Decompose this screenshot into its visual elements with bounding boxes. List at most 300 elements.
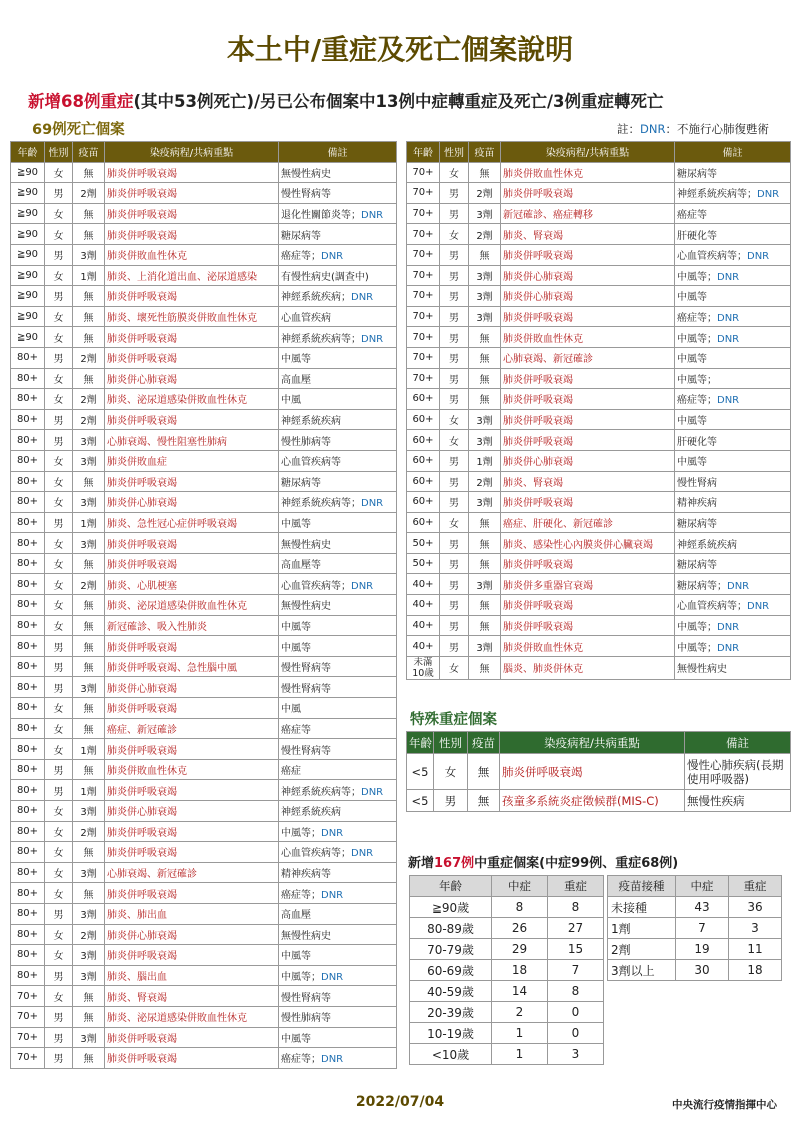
table-row — [11, 347, 397, 368]
age-cell: 80+ — [11, 739, 45, 760]
course-cell: 肺炎併呼吸衰竭 — [105, 183, 279, 204]
column-header: 備註 — [685, 732, 791, 754]
course-cell: 肺炎併呼吸衰竭 — [105, 883, 279, 904]
value-cell: 14 — [492, 981, 548, 1002]
remark-cell: 慢性心肺疾病(長期使用呼吸器) — [685, 754, 791, 790]
course-cell: 癌症、肝硬化、新冠確診 — [501, 512, 675, 533]
course-cell: 肺炎併敗血性休克 — [501, 636, 675, 657]
table-row — [11, 471, 397, 492]
table-row — [407, 656, 791, 679]
course-cell: 肺炎併心肺衰竭 — [105, 924, 279, 945]
remark-cell: 心血管疾病等；DNR — [279, 574, 397, 595]
table-row — [11, 244, 397, 265]
course-cell: 肺炎、肺出血 — [105, 903, 279, 924]
death-section-title: 69例死亡個案 — [32, 122, 125, 138]
table-row — [11, 615, 397, 636]
remark-cell: 中風等； — [675, 368, 791, 389]
course-cell: 肺炎併敗血性休克 — [501, 162, 675, 183]
table-row — [608, 960, 782, 981]
remark-cell: 癌症等 — [279, 718, 397, 739]
age-cell: 80+ — [11, 780, 45, 801]
dnr-tag: DNR — [717, 313, 740, 325]
age-cell: <5 — [407, 790, 434, 812]
sex-cell: 男 — [45, 903, 73, 924]
age-cell: 70+ — [407, 368, 440, 389]
vaccine-cell: 2劑 — [469, 471, 501, 492]
value-cell: 26 — [492, 918, 548, 939]
table-row — [407, 306, 791, 327]
column-header: 性別 — [440, 142, 469, 163]
remark-cell: 中風等 — [279, 636, 397, 657]
remark-cell: 心血管疾病等；DNR — [675, 595, 791, 616]
death-table-right — [406, 141, 791, 680]
course-cell: 肺炎併呼吸衰竭 — [105, 553, 279, 574]
remark-cell: 心血管疾病等；DNR — [279, 842, 397, 863]
remark-cell: 慢性腎病等 — [279, 656, 397, 677]
vaccine-cell: 3劑 — [469, 636, 501, 657]
note-prefix: 註： — [617, 122, 640, 136]
remark-cell: 無慢性病史 — [675, 656, 791, 679]
table-row — [407, 244, 791, 265]
course-cell: 肺炎併心肺衰竭 — [105, 801, 279, 822]
remark-cell: 糖尿病等；DNR — [675, 574, 791, 595]
course-cell: 肺炎併呼吸衰竭 — [105, 347, 279, 368]
organization: 中央流行疫情指揮中心 — [672, 1099, 777, 1111]
course-cell: 肺炎、腎衰竭 — [501, 224, 675, 245]
sex-cell: 男 — [45, 244, 73, 265]
age-cell: 80+ — [11, 347, 45, 368]
sex-cell: 女 — [45, 821, 73, 842]
table-row — [608, 918, 782, 939]
table-row — [11, 286, 397, 307]
table-row — [11, 430, 397, 451]
vaccine-cell: 2劑 — [73, 347, 105, 368]
table-row — [407, 224, 791, 245]
age-cell: 50+ — [407, 553, 440, 574]
age-cell: 70+ — [407, 306, 440, 327]
remark-cell: 無慢性病史 — [279, 595, 397, 616]
remark-cell: 中風等 — [675, 286, 791, 307]
remark-cell: 神經系統疾病等；DNR — [675, 183, 791, 204]
sex-cell: 男 — [440, 265, 469, 286]
sex-cell: 女 — [45, 945, 73, 966]
new-cases-prefix: 新增 — [408, 856, 435, 871]
value-cell: 2 — [492, 1002, 548, 1023]
table-row — [407, 533, 791, 554]
new-cases-count: 167例 — [434, 856, 475, 871]
column-header: 備註 — [675, 142, 791, 163]
vaccine-cell: 3劑 — [73, 1027, 105, 1048]
table-row — [410, 1023, 604, 1044]
dnr-tag: DNR — [321, 827, 344, 839]
dnr-tag: DNR — [321, 251, 344, 263]
vaccine-cell: 無 — [469, 327, 501, 348]
sex-cell: 女 — [45, 224, 73, 245]
remark-cell: 無慢性病史 — [279, 162, 397, 183]
value-cell: 0 — [548, 1023, 604, 1044]
remark-cell: 中風等；DNR — [675, 615, 791, 636]
age-cell: 40+ — [407, 574, 440, 595]
sex-cell: 男 — [45, 286, 73, 307]
value-cell: 18 — [492, 960, 548, 981]
dnr-tag: DNR — [361, 498, 384, 510]
remark-cell: 慢性肺病等 — [279, 1006, 397, 1027]
subtitle-highlight: 新增68例重症 — [28, 92, 134, 111]
sex-cell: 男 — [45, 1027, 73, 1048]
table-row — [407, 430, 791, 451]
vaccine-cell: 3劑 — [73, 965, 105, 986]
sex-cell: 男 — [440, 347, 469, 368]
vaccine-cell: 無 — [73, 883, 105, 904]
report-date: 2022/07/04 — [355, 1094, 445, 1110]
age-cell: ≧90 — [11, 286, 45, 307]
sex-cell: 女 — [45, 924, 73, 945]
vaccine-cell: 2劑 — [73, 924, 105, 945]
age-cell: 70+ — [407, 224, 440, 245]
course-cell: 肺炎、上消化道出血、泌尿道感染 — [105, 265, 279, 286]
vaccine-cell: 無 — [73, 986, 105, 1007]
vaccine-cell: 3劑 — [469, 203, 501, 224]
sex-cell: 男 — [45, 1048, 73, 1069]
sex-cell: 男 — [45, 430, 73, 451]
age-cell: 80+ — [11, 903, 45, 924]
table-row — [11, 883, 397, 904]
table-row — [11, 842, 397, 863]
sex-cell: 男 — [440, 244, 469, 265]
vaccine-cell: 無 — [469, 389, 501, 410]
remark-cell: 癌症等 — [675, 203, 791, 224]
table-row — [11, 162, 397, 183]
dnr-note — [617, 121, 769, 137]
sex-cell: 男 — [45, 636, 73, 657]
course-cell: 肺炎併呼吸衰竭 — [501, 306, 675, 327]
table-row — [407, 389, 791, 410]
remark-cell: 無慢性病史 — [279, 924, 397, 945]
table-row — [410, 939, 604, 960]
table-row — [11, 1048, 397, 1069]
table-row — [11, 306, 397, 327]
age-cell: 70+ — [407, 162, 440, 183]
course-cell: 肺炎併呼吸衰竭 — [105, 698, 279, 719]
table-row — [608, 897, 782, 918]
sex-cell: 女 — [440, 409, 469, 430]
sex-cell: 男 — [440, 636, 469, 657]
page-title: 本土中/重症及死亡個案說明 — [226, 33, 574, 66]
vaccine-cell: 2劑 — [73, 821, 105, 842]
age-cell: 80+ — [11, 574, 45, 595]
remark-cell: 糖尿病等 — [675, 162, 791, 183]
course-cell: 新冠確診、吸入性肺炎 — [105, 615, 279, 636]
remark-cell: 癌症等；DNR — [675, 306, 791, 327]
age-cell: 80+ — [11, 656, 45, 677]
column-header: 疫苗 — [73, 142, 105, 163]
vaccine-cell: 3劑 — [73, 492, 105, 513]
table-row — [11, 389, 397, 410]
course-cell: 肺炎併心肺衰竭 — [105, 368, 279, 389]
label-cell: 70-79歲 — [410, 939, 492, 960]
course-cell: 肺炎併呼吸衰竭 — [105, 224, 279, 245]
remark-cell: 退化性關節炎等；DNR — [279, 203, 397, 224]
age-stats-table — [409, 875, 604, 1065]
table-row — [407, 347, 791, 368]
sex-cell: 女 — [440, 512, 469, 533]
sex-cell: 男 — [440, 389, 469, 410]
course-cell: 肺炎併呼吸衰竭 — [501, 595, 675, 616]
remark-cell: 神經系統疾病 — [279, 409, 397, 430]
remark-cell: 癌症等；DNR — [675, 389, 791, 410]
table-row — [11, 739, 397, 760]
remark-cell: 中風等 — [675, 347, 791, 368]
remark-cell: 中風等；DNR — [675, 636, 791, 657]
table-row — [407, 327, 791, 348]
age-cell: 70+ — [407, 183, 440, 204]
table-row — [11, 903, 397, 924]
age-cell: 70+ — [407, 286, 440, 307]
course-cell: 肺炎併呼吸衰竭、急性腦中風 — [105, 656, 279, 677]
age-cell: 70+ — [407, 203, 440, 224]
course-cell: 肺炎、壞死性筋膜炎併敗血性休克 — [105, 306, 279, 327]
value-cell: 7 — [548, 960, 604, 981]
table-row — [11, 965, 397, 986]
course-cell: 肺炎、心肌梗塞 — [105, 574, 279, 595]
vaccine-cell: 無 — [73, 327, 105, 348]
sex-cell: 男 — [440, 533, 469, 554]
dnr-tag: DNR — [321, 889, 344, 901]
age-cell: 80+ — [11, 450, 45, 471]
dnr-tag: DNR — [361, 786, 384, 798]
vaccine-cell: 2劑 — [73, 183, 105, 204]
sex-cell: 男 — [440, 595, 469, 616]
sex-cell: 女 — [45, 306, 73, 327]
sex-cell: 男 — [45, 677, 73, 698]
sex-cell: 女 — [45, 615, 73, 636]
course-cell: 肺炎併敗血性休克 — [501, 327, 675, 348]
column-header: 性別 — [45, 142, 73, 163]
sex-cell: 男 — [45, 759, 73, 780]
subtitle — [28, 88, 788, 112]
value-cell: 8 — [548, 897, 604, 918]
remark-cell: 精神疾病 — [675, 492, 791, 513]
course-cell: 肺炎併呼吸衰竭 — [105, 1027, 279, 1048]
course-cell: 肺炎併心肺衰竭 — [501, 265, 675, 286]
column-header: 染疫病程/共病重點 — [500, 732, 685, 754]
remark-cell: 神經系統疾病 — [675, 533, 791, 554]
course-cell: 孩童多系統炎症徵候群(MIS-C) — [500, 790, 685, 812]
age-cell: 80+ — [11, 924, 45, 945]
sex-cell: 女 — [440, 430, 469, 451]
remark-cell: 中風等 — [279, 347, 397, 368]
table-row — [11, 409, 397, 430]
table-row — [410, 918, 604, 939]
vaccine-cell: 3劑 — [73, 903, 105, 924]
sex-cell: 男 — [45, 512, 73, 533]
value-cell: 8 — [492, 897, 548, 918]
vaccine-cell: 無 — [73, 1048, 105, 1069]
value-cell: 29 — [492, 939, 548, 960]
vaccine-cell: 3劑 — [73, 244, 105, 265]
column-header: 年齡 — [407, 142, 440, 163]
sex-cell: 女 — [45, 739, 73, 760]
vaccine-cell: 1劑 — [469, 450, 501, 471]
table-row — [11, 368, 397, 389]
course-cell: 肺炎併呼吸衰竭 — [105, 1048, 279, 1069]
remark-cell: 慢性肺病等 — [279, 430, 397, 451]
table-row — [11, 780, 397, 801]
column-header: 疫苗接種 — [608, 876, 676, 897]
age-cell: <5 — [407, 754, 434, 790]
age-cell: 80+ — [11, 512, 45, 533]
sex-cell: 男 — [45, 965, 73, 986]
table-row — [407, 574, 791, 595]
dnr-tag: DNR — [717, 621, 740, 633]
label-cell: 2劑 — [608, 939, 676, 960]
course-cell: 肺炎併多重器官衰竭 — [501, 574, 675, 595]
table-row — [407, 492, 791, 513]
table-row — [407, 636, 791, 657]
column-header: 疫苗 — [468, 732, 500, 754]
vaccine-cell: 無 — [469, 615, 501, 636]
column-header: 疫苗 — [469, 142, 501, 163]
remark-cell: 中風等；DNR — [279, 965, 397, 986]
value-cell: 43 — [676, 897, 729, 918]
dnr-tag: DNR — [321, 1054, 344, 1066]
course-cell: 肺炎、腦出血 — [105, 965, 279, 986]
vaccine-cell: 2劑 — [73, 409, 105, 430]
course-cell: 肺炎併呼吸衰竭 — [501, 430, 675, 451]
sex-cell: 女 — [440, 656, 469, 679]
table-row — [11, 924, 397, 945]
table-row — [407, 265, 791, 286]
remark-cell: 中風等 — [279, 512, 397, 533]
sex-cell: 男 — [440, 327, 469, 348]
vaccine-cell: 1劑 — [73, 780, 105, 801]
value-cell: 1 — [492, 1023, 548, 1044]
table-row — [11, 698, 397, 719]
sex-cell: 男 — [45, 1006, 73, 1027]
table-row — [407, 790, 791, 812]
vaccine-cell: 3劑 — [73, 677, 105, 698]
age-cell: ≧90 — [11, 224, 45, 245]
sex-cell: 女 — [45, 595, 73, 616]
course-cell: 肺炎併呼吸衰竭 — [105, 636, 279, 657]
course-cell: 肺炎併敗血症 — [105, 450, 279, 471]
sex-cell: 男 — [440, 306, 469, 327]
age-cell: 80+ — [11, 430, 45, 451]
remark-cell: 中風等 — [279, 615, 397, 636]
table-row — [11, 801, 397, 822]
sex-cell: 男 — [440, 368, 469, 389]
remark-cell: 心血管疾病等 — [279, 450, 397, 471]
label-cell: 60-69歲 — [410, 960, 492, 981]
remark-cell: 神經系統疾病等；DNR — [279, 492, 397, 513]
remark-cell: 糖尿病等 — [675, 512, 791, 533]
table-row — [11, 533, 397, 554]
vaccine-cell: 無 — [73, 615, 105, 636]
course-cell: 肺炎、泌尿道感染併敗血性休克 — [105, 595, 279, 616]
dnr-tag: DNR — [717, 642, 740, 654]
sex-cell: 女 — [45, 471, 73, 492]
age-cell: 70+ — [407, 265, 440, 286]
sex-cell: 女 — [45, 327, 73, 348]
age-cell: 60+ — [407, 512, 440, 533]
table-row — [407, 409, 791, 430]
course-cell: 肺炎併呼吸衰竭 — [105, 533, 279, 554]
value-cell: 3 — [548, 1044, 604, 1065]
course-cell: 肺炎併呼吸衰竭 — [501, 615, 675, 636]
remark-cell: 精神疾病等 — [279, 862, 397, 883]
column-header: 年齡 — [11, 142, 45, 163]
age-cell: 50+ — [407, 533, 440, 554]
value-cell: 1 — [492, 1044, 548, 1065]
course-cell: 肺炎併呼吸衰竭 — [105, 327, 279, 348]
sex-cell: 女 — [45, 574, 73, 595]
course-cell: 肺炎併呼吸衰竭 — [105, 471, 279, 492]
vaccine-cell: 3劑 — [469, 409, 501, 430]
remark-cell: 中風等；DNR — [675, 265, 791, 286]
sex-cell: 女 — [45, 986, 73, 1007]
age-cell: 60+ — [407, 409, 440, 430]
sex-cell: 男 — [434, 790, 468, 812]
sex-cell: 男 — [440, 553, 469, 574]
value-cell: 19 — [676, 939, 729, 960]
value-cell: 7 — [676, 918, 729, 939]
age-cell: 70+ — [407, 347, 440, 368]
course-cell: 肺炎併呼吸衰竭 — [105, 780, 279, 801]
course-cell: 肺炎、腎衰竭 — [105, 986, 279, 1007]
sex-cell: 女 — [45, 718, 73, 739]
table-row — [11, 945, 397, 966]
column-header: 染疫病程/共病重點 — [105, 142, 279, 163]
vaccine-cell: 無 — [73, 718, 105, 739]
course-cell: 肺炎、泌尿道感染併敗血性休克 — [105, 389, 279, 410]
age-cell: ≧90 — [11, 306, 45, 327]
remark-cell: 慢性腎病 — [675, 471, 791, 492]
death-table-left — [10, 141, 397, 1069]
table-row — [11, 677, 397, 698]
subtitle-rest: (其中53例死亡)/另已公布個案中13例中症轉重症及死亡/3例重症轉死亡 — [133, 92, 664, 111]
course-cell: 肺炎併心肺衰竭 — [105, 677, 279, 698]
table-row — [410, 960, 604, 981]
table-row — [11, 636, 397, 657]
table-row — [11, 224, 397, 245]
age-cell: ≧90 — [11, 162, 45, 183]
course-cell: 肺炎併呼吸衰竭 — [501, 492, 675, 513]
label-cell: 40-59歲 — [410, 981, 492, 1002]
remark-cell: 慢性腎病等 — [279, 677, 397, 698]
vaccine-cell: 3劑 — [469, 306, 501, 327]
age-cell: ≧90 — [11, 203, 45, 224]
label-cell: 1劑 — [608, 918, 676, 939]
value-cell: 15 — [548, 939, 604, 960]
table-row — [11, 265, 397, 286]
note-dnr: DNR — [640, 122, 666, 136]
age-cell: 80+ — [11, 471, 45, 492]
table-row — [11, 450, 397, 471]
course-cell: 心肺衰竭、新冠確診 — [501, 347, 675, 368]
value-cell: 0 — [548, 1002, 604, 1023]
vaccine-cell: 1劑 — [73, 265, 105, 286]
sex-cell: 女 — [440, 224, 469, 245]
vaccine-cell: 無 — [73, 759, 105, 780]
course-cell: 肺炎併心肺衰竭 — [501, 286, 675, 307]
course-cell: 癌症、新冠確診 — [105, 718, 279, 739]
table-row — [407, 286, 791, 307]
value-cell: 3 — [729, 918, 782, 939]
dnr-tag: DNR — [757, 189, 780, 201]
sex-cell: 男 — [440, 203, 469, 224]
age-cell: 未滿10歲 — [407, 656, 440, 679]
label-cell: 10-19歲 — [410, 1023, 492, 1044]
